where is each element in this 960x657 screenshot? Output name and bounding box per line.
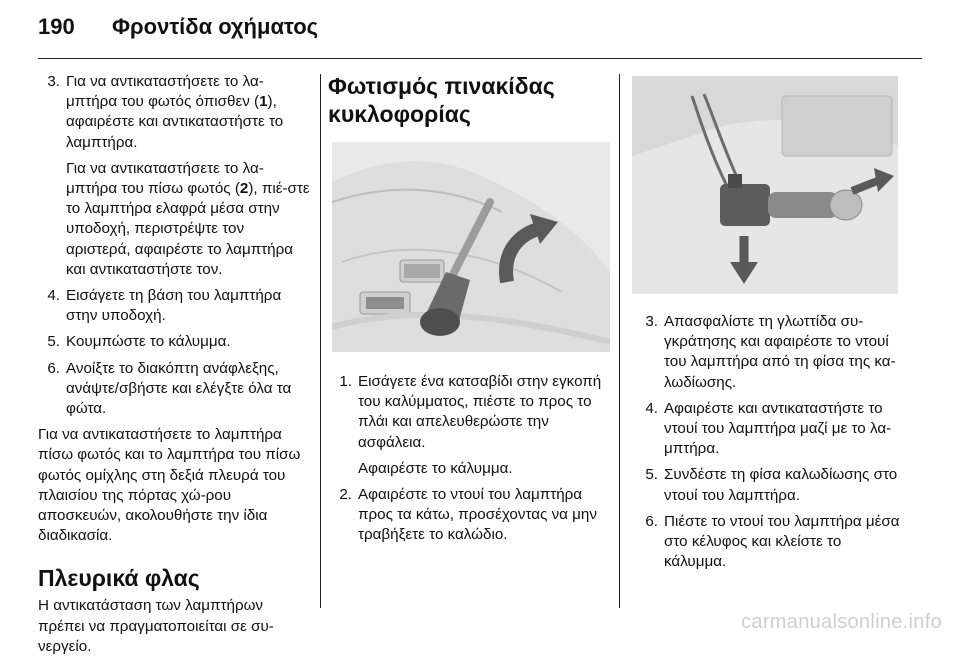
column-middle	[328, 72, 608, 552]
body-paragraph: Η αντικατάσταση των λαμπτήρων πρέπει να πραγματοποιείται σε συ-νεργείο.	[38, 597, 274, 655]
step-text: Ανοίξτε το διακόπτη ανάφλεξης, ανάψτε/σβήστε και ελέγξτε όλα τα φώτα.	[66, 359, 292, 418]
step-text: Συνδέστε τη φίσα καλωδίωσης στο ντουί του λαμπτήρα.	[664, 466, 898, 504]
page-title: Φροντίδα οχήματος	[112, 14, 319, 39]
list-item	[38, 332, 310, 352]
list-item	[636, 512, 904, 573]
bulb-holder-illustration	[632, 76, 898, 294]
page-number: 190	[38, 14, 75, 39]
step-text: Απασφαλίστε τη γλωττίδα συ-γκράτησης και αφαιρέστε το ντουί του λαμπτήρα από τη φίσα της κα-λωδίωσης.	[664, 313, 896, 391]
step-paragraph: Εισάγετε ένα κατσαβίδι στην εγκοπή του καλύμματος, πιέστε το προς το πλάι και απελευθερώστε την ασφάλεια.	[358, 373, 602, 451]
list-item	[38, 286, 310, 326]
step-number: 1.	[339, 373, 352, 390]
step-text: Αφαιρέστε το ντουί του λαμπτήρα προς τα κάτω, προσέχοντας να μην τραβήξετε το καλώδιο.	[358, 486, 597, 544]
header-rule	[38, 58, 922, 59]
body-paragraph: Για να αντικαταστήσετε το λαμπτήρα πίσω φωτός και το λαμπτήρα του πίσω φωτός ομίχλης στη δεξιά πλευρά του πλαισίου της πόρτας χώ-ρου αποσκευών, ακολουθήστε την ίδια διαδικασία.	[38, 426, 301, 545]
step-number: 3.	[47, 73, 60, 90]
list-item	[636, 312, 904, 393]
list-item	[636, 465, 904, 505]
column-left	[38, 72, 310, 657]
section-heading-licence-plate-light: Φωτισμός πινακίδας κυκλοφορίας	[328, 73, 555, 127]
step-paragraph: Αφαιρέστε το κάλυμμα.	[358, 459, 513, 477]
list-item	[330, 372, 608, 479]
step-text: Αφαιρέστε και αντικαταστήστε το ντουί του λαμπτήρα μαζί με το λα-μπτήρα.	[664, 399, 892, 458]
step-text: Πιέστε το ντουί του λαμπτήρα μέσα στο κέλυφος και κλείστε το κάλυμμα.	[664, 512, 900, 571]
step-number: 4.	[47, 287, 60, 305]
list-item	[636, 399, 904, 460]
column-divider	[320, 74, 321, 608]
step-number: 6.	[645, 512, 658, 530]
column-right	[634, 72, 904, 578]
step-paragraph: Για να αντικαταστήσετε το λα-μπτήρα του φωτός όπισθεν (1), αφαιρέστε και αντικαταστήστε το λαμπτήρα.	[66, 73, 284, 151]
steps-list	[38, 72, 310, 419]
section-heading-side-indicators: Πλευρικά φλας	[38, 565, 200, 592]
step-text: Κουμπώστε το κάλυμμα.	[66, 333, 231, 351]
list-item	[38, 359, 310, 420]
step-number: 6.	[47, 359, 60, 377]
list-item	[38, 72, 310, 280]
steps-list	[634, 312, 904, 572]
watermark: carmanualsonline.info	[741, 611, 942, 633]
steps-list	[328, 372, 608, 546]
step-number: 4.	[645, 399, 658, 417]
step-number: 3.	[645, 313, 658, 330]
step-number: 2.	[339, 486, 352, 504]
step-number: 5.	[645, 466, 658, 484]
step-paragraph: Για να αντικαταστήσετε το λα-μπτήρα του πίσω φωτός (2), πιέ-στε το λαμπτήρα ελαφρά μέσα στην υποδοχή, περιστρέψτε τον αριστερά, αφαιρέστε το λαμπτήρα και αντικαταστήστε τον.	[66, 159, 310, 278]
list-item	[330, 485, 608, 546]
screwdriver-removal-illustration	[332, 142, 610, 352]
page-header	[38, 14, 318, 54]
step-text: Εισάγετε τη βάση του λαμπτήρα στην υποδοχή.	[66, 287, 282, 325]
step-number: 5.	[47, 333, 60, 351]
column-divider	[619, 74, 620, 608]
callout-ref-2: 2	[239, 180, 249, 198]
callout-ref-1: 1	[259, 93, 268, 111]
